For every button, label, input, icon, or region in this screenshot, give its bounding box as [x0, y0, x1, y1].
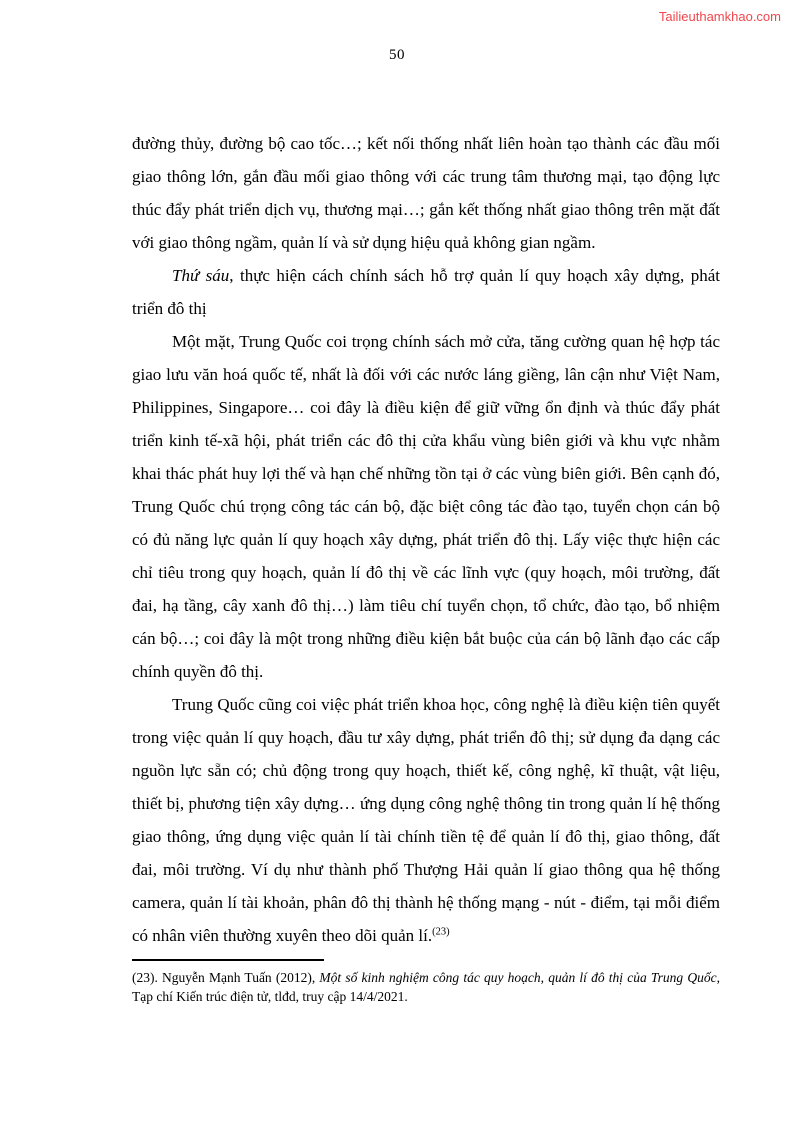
- text-segment: (23). Nguyễn Mạnh Tuấn (2012),: [132, 970, 320, 985]
- text-segment: , Tạp chí Kiến trúc điện tử, tlđd, truy cập 14/4/2021.: [132, 970, 720, 1004]
- footnote-reference: (23): [432, 926, 450, 938]
- paragraph: [132, 325, 720, 688]
- text-segment: Một số kinh nghiệm công tác quy hoạch, quản lí đô thị của Trung Quốc: [319, 970, 717, 985]
- text-segment: , thực hiện cách chính sách hỗ trợ quản lí quy hoạch xây dựng, phát triển đô thị: [132, 266, 720, 318]
- body-text: [132, 127, 720, 952]
- footnote-text: [132, 968, 720, 1006]
- paragraph: [132, 688, 720, 952]
- site-watermark: Tailieuthamkhao.com: [658, 9, 781, 24]
- page-number: 50: [389, 47, 405, 63]
- text-segment: Trung Quốc cũng coi việc phát triển khoa học, công nghệ là điều kiện tiên quyết trong việc quản lí quy hoạch, đầu tư xây dựng, phát triển đô thị; sử dụng đa dạng các nguồn lực sẵn có; chủ động trong quy hoạch, thiết kế, công nghệ, kĩ thuật, vật liệu, thiết bị, phương tiện xây dựng… ứng dụng công nghệ thông tin trong quản lí hệ thống giao thông, ứng dụng việc quản lí tài chính tiền tệ để quản lí đô thị, giao thông, đất đai, môi trường. Ví dụ như thành phố Thượng Hải quản lí giao thông qua hệ thống camera, quản lí tài khoản, phân đô thị thành hệ thống mạng - nút - điểm, tại mỗi điểm có nhân viên thường xuyên theo dõi quản lí.: [132, 695, 720, 945]
- text-segment: đường thủy, đường bộ cao tốc…; kết nối thống nhất liên hoàn tạo thành các đầu mối giao thông lớn, gắn đầu mối giao thông với các trung tâm thương mại, tạo động lực thúc đẩy phát triển dịch vụ, thương mại…; gắn kết thống nhất giao thông trên mặt đất với giao thông ngầm, quản lí và sử dụng hiệu quả không gian ngầm.: [132, 134, 720, 252]
- text-segment: Thứ sáu: [172, 266, 230, 285]
- footnote-separator: [132, 959, 324, 961]
- text-segment: Một mặt, Trung Quốc coi trọng chính sách mở cửa, tăng cường quan hệ hợp tác giao lưu văn hoá quốc tế, nhất là đối với các nước láng giềng, lân cận như Việt Nam, Philippines, Singapore… coi đây là điều kiện để giữ vững ổn định và thúc đẩy phát triển kinh tế-xã hội, phát triển các đô thị cửa khẩu vùng biên giới và khu vực nhằm khai thác phát huy lợi thế và hạn chế những tồn tại ở các vùng biên giới. Bên cạnh đó, Trung Quốc chú trọng công tác cán bộ, đặc biệt công tác đào tạo, tuyển chọn cán bộ có đủ năng lực quản lí quy hoạch xây dựng, phát triển đô thị. Lấy việc thực hiện các chỉ tiêu trong quy hoạch, quản lí đô thị về các lĩnh vực (quy hoạch, môi trường, đất đai, hạ tầng, cây xanh đô thị…) làm tiêu chí tuyển chọn, tổ chức, đào tạo, bổ nhiệm cán bộ…; coi đây là một trong những điều kiện bắt buộc của cán bộ lãnh đạo các cấp chính quyền đô thị.: [132, 332, 720, 681]
- paragraph: [132, 127, 720, 259]
- footnote: [132, 959, 720, 1006]
- paragraph: [132, 259, 720, 325]
